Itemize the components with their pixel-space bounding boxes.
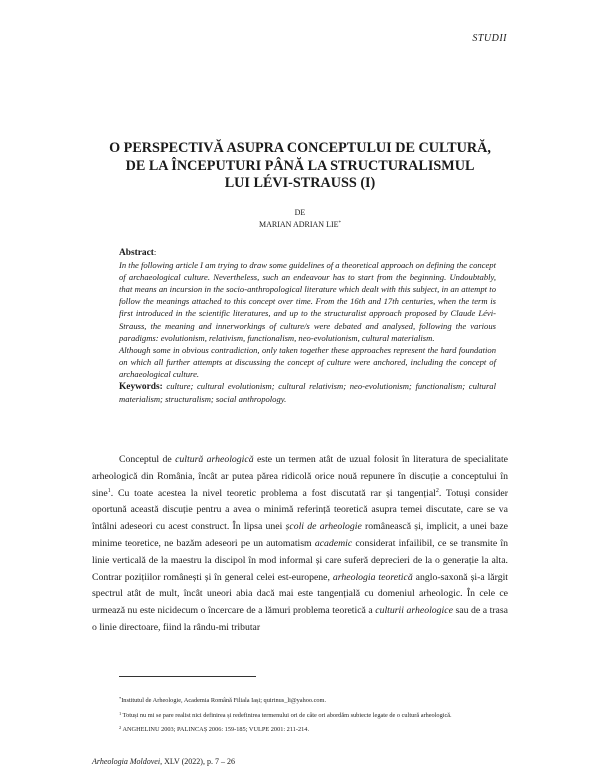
footnote: $^2$ ANGHELINU 2003; PALINCAȘ 2006: 159-185; VULPE 2001: 211-214. [119,725,310,734]
abstract-paragraph: In the following article I am trying to draw some guidelines of a theoretical approach on defining the concept of archaeological culture. Nevertheless, such an endeavour has to start from the beginning. Undoubtably, that means an incursion in the socio-anthropological literature which dealt with this subject, in an attempt to follow the meanings attached to this concept over time. From the 16th and 17th centuries, when the term is first introduced in the scientific literatures, and up to the structuralist approach proposed by Claude Lévi-Strauss, the meaning and innerworkings of culture/s were debated and analysed, following the various paradigms: evolutionism, relativism, functionalism, neo-evolutionism, cultural materialism. [119,260,496,343]
abstract-body [119,259,496,380]
keywords [119,380,496,405]
journal-name: Arheologia Moldovei [92,757,161,766]
keywords-text: culture; cultural evolutionism; cultural relativism; neo-evolutionism; functionalism; cultural materialism; structuralism; social anthropology. [119,381,496,405]
author-name [92,218,508,230]
footnote-ref-2[interactable]: 2 [435,487,439,494]
article-title [92,140,508,193]
footnote-ref-1[interactable]: 1 [107,487,111,494]
title-line: O PERSPECTIVĂ ASUPRA CONCEPTULUI DE CULTURĂ, [109,140,491,156]
abstract-heading: Abstract: [119,247,157,258]
section-label: STUDII [472,33,507,44]
footnotes [119,694,508,738]
author-footnote-mark[interactable]: * [338,221,342,226]
abstract-block [119,246,496,405]
abstract-paragraph: Although some in obvious contradiction, only taken together these approaches represent the hard foundation on which all further attempts at discussing the concept of culture were anchored, including the concept of archaeological culture. [119,344,496,379]
title-line: LUI LÉVI-STRAUSS (I) [224,175,376,191]
title-line: DE LA ÎNCEPUTURI PÂNĂ LA STRUCTURALISMUL [125,157,475,174]
footnote: $^1$ Totuși nu mi se pare realist nici definirea și redefinirea termenului ori de câte ori abordăm subiecte legate de o cultură arheologică. [119,710,452,719]
body-paragraph: Conceptul de cultură arheologică este un termen atât de uzual folosit în literatura de specialitate arheologică din România, încât ar putea părea ridicolă orice nouă repunere în discuție a conceptului în sine$^1$. Cu toate acestea la nivel teoretic problema a fost discutată rar și tangențial$^2$. Totuși consider oportună această discuție pentru a avea o minimă referință teoretică asupra temei discutate, care se va întâlni adeseori cu acest construct. În lipsa unei școli de arheologie românească și, implicit, a unei baze minime teoretice, ne bazăm adeseori pe un automatism academic considerat infailibil, ce se transmite în linie verticală de la maestru la discipol în mod informal și care suferă deprecieri de la o generație la alta. Contrar pozițiilor românești și în general celei est-europene, arheologia teoretică anglo-saxonă și-a lărgit spectrul atât de mult, încât uneori abia dacă mai este tangențială cu domeniul arheologic. În cele ce urmează nu este nicidecum o încercare de a lămuri problema teoretică a culturii arheologice sau de a trasa o linie directoare, fiind la rându-mi tributar [92,454,509,633]
footnote: *Institutul de Arheologie, Academia Română Filiala Iași; quirinus_li@yahoo.com. [119,696,327,704]
journal-details: , XLV (2022), p. 7 – 26 [160,757,235,766]
byline-prefix: DE [294,208,306,217]
author-name-text: MARIAN ADRIAN LIE [258,220,339,229]
journal-citation [92,757,235,766]
byline [92,207,508,230]
keywords-label: Keywords: [119,382,163,393]
footnote-separator [119,676,256,677]
